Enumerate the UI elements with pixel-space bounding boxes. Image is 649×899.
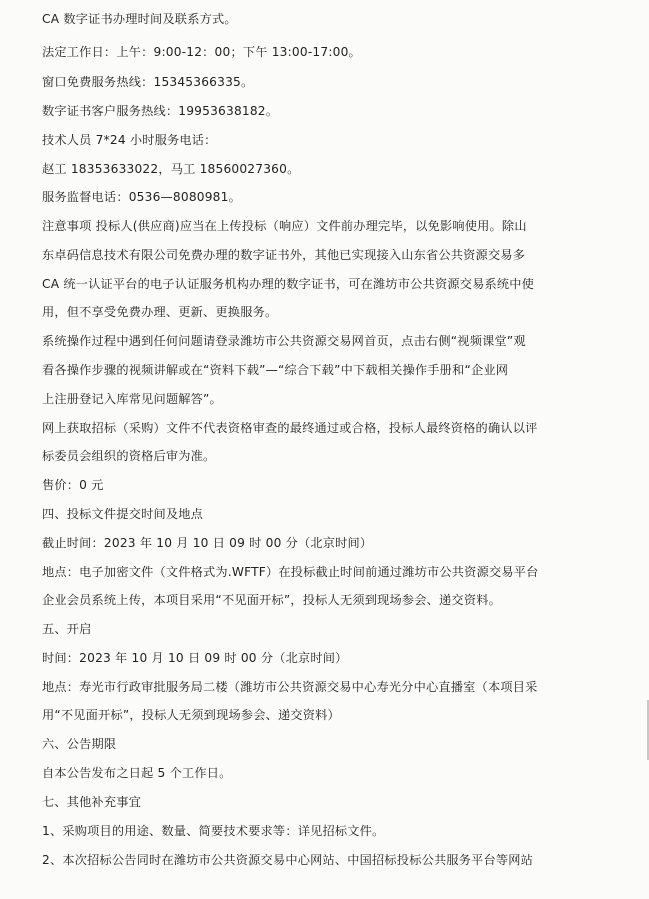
section-heading: 五、开启 bbox=[42, 622, 92, 636]
section-heading: 七、其他补充事宜 bbox=[42, 795, 142, 809]
text-line: 窗口免费服务热线：15345366335。 bbox=[42, 75, 254, 89]
section-heading: 六、公告期限 bbox=[42, 737, 117, 751]
text-line: 企业会员系统上传，本项目采用“不见面开标”，投标人无须到现场参会、递交资料。 bbox=[42, 593, 501, 607]
text-line: 数字证书客户服务热线：19953638182。 bbox=[42, 104, 279, 118]
text-line: 标委员会组织的资格后审为准。 bbox=[42, 449, 216, 463]
text-line: CA 数字证书办理时间及联系方式。 bbox=[42, 12, 237, 26]
text-line: 服务监督电话：0536—8080981。 bbox=[42, 190, 241, 204]
text-line: 2、本次招标公告同时在潍坊市公共资源交易中心网站、中国招标投标公共服务平台等网站 bbox=[42, 853, 534, 867]
text-line: 地点：电子加密文件（文件格式为.WFTF）在投标截止时间前通过潍坊市公共资源交易平台 bbox=[42, 565, 539, 579]
text-line: 地点：寿光市行政审批服务局二楼（潍坊市公共资源交易中心寿光分中心直播室（本项目采 bbox=[42, 680, 538, 694]
section-heading: 四、投标文件提交时间及地点 bbox=[42, 507, 204, 521]
text-line: 用，但不享受免费办理、更新、更换服务。 bbox=[42, 305, 278, 319]
text-line: 时间：2023 年 10 月 10 日 09 时 00 分（北京时间） bbox=[42, 651, 348, 665]
text-line: 注意事项 投标人(供应商)应当在上传投标（响应）文件前办理完毕，以免影响使用。除山 bbox=[42, 219, 527, 233]
text-line: 截止时间：2023 年 10 月 10 日 09 时 00 分（北京时间） bbox=[42, 536, 373, 550]
text-line: 售价：0 元 bbox=[42, 478, 104, 492]
text-line: 用“不见面开标”，投标人无须到现场参会、递交资料） bbox=[42, 708, 340, 722]
text-line: 网上获取招标（采购）文件不代表资格审查的最终通过或合格，投标人最终资格的确认以评 bbox=[42, 421, 538, 435]
text-line: 自本公告发布之日起 5 个工作日。 bbox=[42, 766, 232, 780]
text-line: 赵工 18353633022，马工 18560027360。 bbox=[42, 162, 300, 176]
text-line: 法定工作日：上午：9:00-12：00；下午 13:00-17:00。 bbox=[42, 45, 361, 59]
text-line: 看各操作步骤的视频讲解或在“资料下载”—“综合下载”中下载相关操作手册和“企业网 bbox=[42, 363, 509, 377]
text-line: CA 统一认证平台的电子认证服务机构办理的数字证书，可在潍坊市公共资源交易系统中使 bbox=[42, 277, 535, 291]
text-line: 1、采购项目的用途、数量、简要技术要求等：详见招标文件。 bbox=[42, 824, 385, 838]
text-line: 上注册登记入库常见问题解答”。 bbox=[42, 392, 222, 406]
text-line: 技术人员 7*24 小时服务电话： bbox=[42, 133, 217, 147]
text-line: 系统操作过程中遇到任何问题请登录潍坊市公共资源交易网首页，点击右侧“视频课堂”观 bbox=[42, 334, 526, 348]
text-line: 东卓码信息技术有限公司免费办理的数字证书外，其他已实现接入山东省公共资源交易多 bbox=[42, 248, 526, 262]
